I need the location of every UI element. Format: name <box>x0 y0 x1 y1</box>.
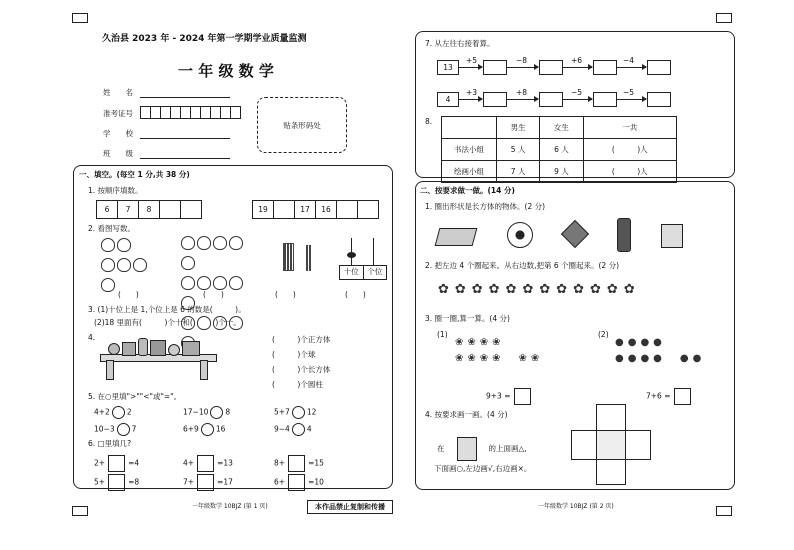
fill-item: 2+ =4 <box>94 455 139 472</box>
chain-op: −5 <box>571 88 583 97</box>
fill-item: 8+ =15 <box>274 455 324 472</box>
chain-op: −8 <box>516 56 528 65</box>
seq-cell: 6 <box>96 200 118 219</box>
registration-mark <box>72 506 88 516</box>
compare-item: 17−10 8 <box>183 406 230 419</box>
table-cell: 书法小组 <box>442 139 497 161</box>
q6-label: 6. □里填几? <box>88 439 132 448</box>
table-cell: 7 人 <box>497 161 540 183</box>
seq-blank[interactable] <box>357 200 379 219</box>
table-header: 男生 <box>497 117 540 139</box>
barcode-area: 贴条形码处 <box>257 97 347 153</box>
q2-2-label: 2. 把左边 4 个圈起来。从右边数,把第 6 个圈起来。(2 分) <box>425 261 620 270</box>
chain-op: +8 <box>516 88 528 97</box>
q2-label: 2. 看图写数。 <box>88 224 136 233</box>
compare-item: 10−3 7 <box>94 423 136 436</box>
fill-item: 4+ =13 <box>183 455 233 472</box>
cube-count[interactable]: ( )个正方体 <box>272 335 331 344</box>
fill-box[interactable] <box>197 474 214 491</box>
jar-icon <box>457 437 477 461</box>
seq-blank[interactable] <box>159 200 181 219</box>
q7-label: 7. 从左往右接着算。 <box>425 39 495 48</box>
fill-item: 5+ =8 <box>94 474 139 491</box>
flowers-picture: ❀❀❀❀ ❀❀❀❀ ❀❀ <box>455 337 544 364</box>
chain-op: −4 <box>623 56 635 65</box>
q2-4-label: 4. 按要求画一画。(4 分) <box>425 410 508 419</box>
chain-blank[interactable] <box>539 60 563 75</box>
chain-arrow <box>616 67 646 68</box>
chain-arrow <box>616 99 646 100</box>
subject-title: 一 年 级 数 学 <box>178 62 274 80</box>
equation-1: 9+3 = <box>486 388 534 405</box>
abacus-picture <box>339 238 387 282</box>
answer-blank[interactable]: ( ) <box>118 290 139 299</box>
seq-cell: 8 <box>138 200 160 219</box>
gift-box-icon <box>661 224 683 248</box>
copyright-notice: 本作品禁止复制和传播 <box>307 500 393 514</box>
table-cell: 6 人 <box>540 139 583 161</box>
table-row <box>442 161 677 183</box>
compare-circle[interactable] <box>112 406 125 419</box>
sequence-1 <box>97 200 202 219</box>
chain-arrow <box>458 99 482 100</box>
draw-instruction-2: 下面画○,左边画√,右边画×。 <box>434 464 532 473</box>
sticks-picture <box>283 243 312 275</box>
pears-picture <box>100 237 160 297</box>
chain-arrow <box>506 99 538 100</box>
fill-box[interactable] <box>108 455 125 472</box>
chain-blank[interactable] <box>593 92 617 107</box>
solids-picture <box>100 338 220 382</box>
table-header-row <box>442 117 677 139</box>
fill-item: 6+ =10 <box>274 474 324 491</box>
table-header: 一共 <box>583 117 676 139</box>
chain-arrow <box>458 67 482 68</box>
fill-box[interactable] <box>288 455 305 472</box>
q2-1-label: 1. 圈出形状是长方体的物体。(2 分) <box>425 202 546 211</box>
seq-cell: 7 <box>117 200 139 219</box>
footer-left: 一年级数学 10BJZ (第 1 页) <box>192 503 268 510</box>
compare-circle[interactable] <box>292 406 305 419</box>
draw-cell-top[interactable] <box>596 404 626 432</box>
can-icon <box>617 218 631 252</box>
chain-op: +3 <box>466 88 478 97</box>
class-field[interactable] <box>140 158 230 159</box>
compare-circle[interactable] <box>201 423 214 436</box>
draw-cell-right[interactable] <box>625 430 651 460</box>
chain-blank[interactable] <box>483 60 507 75</box>
equation-2: 7+6 = <box>646 388 694 405</box>
chain-op: +6 <box>571 56 583 65</box>
table-cell: 9 人 <box>540 161 583 183</box>
q8-label: 8. <box>425 117 433 126</box>
part2-heading: 二、按要求做一做。(14 分) <box>420 186 515 195</box>
compare-circle[interactable] <box>210 406 223 419</box>
q1-label: 1. 按顺序填数。 <box>88 186 143 195</box>
objects-picture <box>437 218 697 252</box>
table-row <box>442 139 677 161</box>
q3-line2: (2)18 里面有( )个十和( )个一。 <box>94 318 241 327</box>
seq-blank[interactable] <box>273 200 295 219</box>
table-header: 女生 <box>540 117 583 139</box>
q4-label: 4. <box>88 333 96 342</box>
footer-right: 一年级数学 10BJZ (第 2 页) <box>538 503 614 510</box>
compare-item: 6+9 16 <box>183 423 225 436</box>
draw-instruction-1: 在 的上面画△, <box>437 437 527 461</box>
seq-cell: 19 <box>252 200 274 219</box>
tens-label: 十位 <box>340 266 364 279</box>
table-cell: 5 人 <box>497 139 540 161</box>
chain-op: −5 <box>623 88 635 97</box>
table-cell: 绘画小组 <box>442 161 497 183</box>
fill-box[interactable] <box>197 455 214 472</box>
chain-op: +5 <box>466 56 478 65</box>
seq-cell: 17 <box>294 200 316 219</box>
compare-circle[interactable] <box>292 423 305 436</box>
q5-label: 5. 在○里填">""<"或"="。 <box>88 392 182 401</box>
chain-blank[interactable] <box>593 60 617 75</box>
class-label: 班 级 <box>103 149 133 158</box>
jar-icon <box>596 430 626 460</box>
name-label: 姓 名 <box>103 88 133 97</box>
ball-count[interactable]: ( )个球 <box>272 350 316 359</box>
part1-heading: 一、填空。(每空 1 分,共 38 分) <box>79 170 190 179</box>
registration-mark <box>716 13 732 23</box>
compare-item: 9−4 4 <box>274 423 312 436</box>
answer-blank[interactable]: ( ) <box>203 290 224 299</box>
answer-box[interactable] <box>674 388 691 405</box>
compare-circle[interactable] <box>117 423 130 436</box>
draw-cell-bottom[interactable] <box>596 459 626 485</box>
q2-3-label: 3. 圈一圈,算一算。(4 分) <box>425 314 510 323</box>
id-label: 准考证号 <box>103 109 133 118</box>
cylinder-count[interactable]: ( )个圆柱 <box>272 380 323 389</box>
name-field[interactable] <box>140 97 230 98</box>
exam-title: 久治县 2023 年 - 2024 年第一学期学业质量监测 <box>102 34 307 44</box>
strawberries-picture: ●●●● ●●●● ●● <box>615 337 706 364</box>
compare-item: 4+2 2 <box>94 406 132 419</box>
chain-start: 13 <box>437 60 459 75</box>
chain-blank[interactable] <box>647 92 671 107</box>
table-answer-cell[interactable]: ( )人 <box>583 161 676 183</box>
fill-box[interactable] <box>288 474 305 491</box>
registration-mark <box>716 506 732 516</box>
chain-blank[interactable] <box>647 60 671 75</box>
table-answer-cell[interactable]: ( )人 <box>583 139 676 161</box>
draw-cell-left[interactable] <box>571 430 597 460</box>
seq-cell: 16 <box>315 200 337 219</box>
school-label: 学 校 <box>103 129 133 138</box>
fill-box[interactable] <box>108 474 125 491</box>
sequence-2 <box>253 200 379 219</box>
compare-item: 5+7 12 <box>274 406 316 419</box>
plants-row: ✿✿✿✿✿✿✿✿✿✿✿✿ <box>438 282 641 297</box>
seq-blank[interactable] <box>336 200 358 219</box>
chain-arrow <box>506 67 538 68</box>
fill-item: 7+ =17 <box>183 474 233 491</box>
chain-blank[interactable] <box>539 92 563 107</box>
q3-line1: 3. (1)十位上是 1,个位上是 6 的数是( )。 <box>88 305 246 314</box>
sub2-label: (2) <box>598 330 609 339</box>
group-table <box>441 116 677 183</box>
soccer-ball-icon <box>507 222 533 248</box>
chain-arrow <box>562 67 592 68</box>
registration-mark <box>72 13 88 23</box>
rubiks-cube-icon <box>561 220 589 248</box>
chain-start: 4 <box>437 92 459 107</box>
pencil-box-icon <box>435 228 478 246</box>
ones-label: 个位 <box>367 267 383 276</box>
chain-arrow <box>562 99 592 100</box>
id-field[interactable] <box>141 106 241 119</box>
answer-blank[interactable]: ( ) <box>345 290 366 299</box>
cuboid-count[interactable]: ( )个长方体 <box>272 365 331 374</box>
answer-blank[interactable]: ( ) <box>275 290 296 299</box>
school-field[interactable] <box>140 138 230 139</box>
answer-box[interactable] <box>514 388 531 405</box>
chain-blank[interactable] <box>483 92 507 107</box>
sub1-label: (1) <box>437 330 448 339</box>
seq-blank[interactable] <box>180 200 202 219</box>
